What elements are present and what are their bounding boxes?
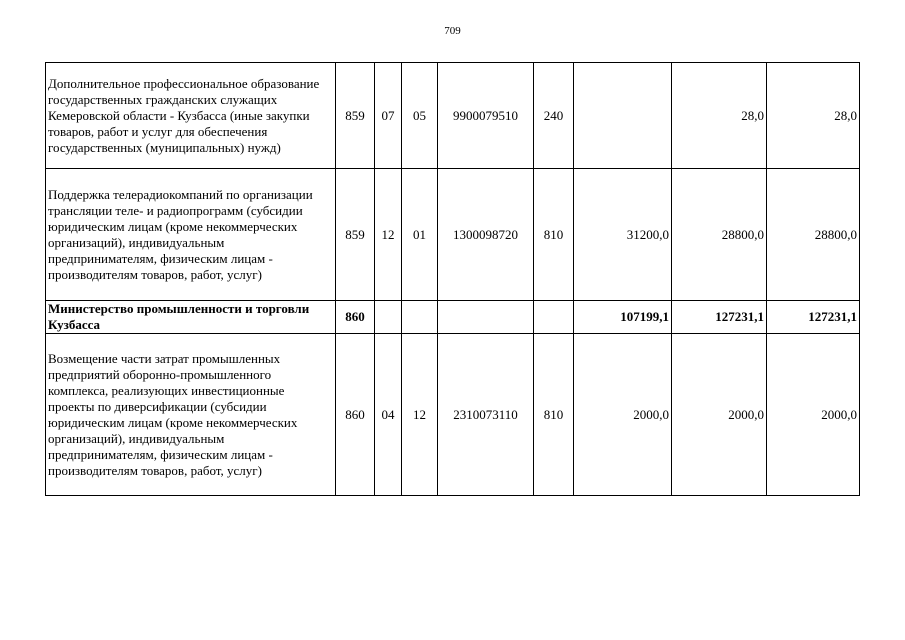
amount-year-1 [574, 63, 672, 169]
amount-year-2: 2000,0 [672, 334, 767, 496]
expense-type-code [534, 301, 574, 334]
expense-type-code: 810 [534, 169, 574, 301]
amount-year-3: 127231,1 [767, 301, 860, 334]
ministry-code: 860 [336, 334, 375, 496]
section-code: 07 [375, 63, 402, 169]
amount-year-1: 31200,0 [574, 169, 672, 301]
row-name: Министерство промышленности и торговли Кузбасса [46, 301, 336, 334]
section-code: 04 [375, 334, 402, 496]
subsection-code: 12 [402, 334, 438, 496]
subsection-code: 01 [402, 169, 438, 301]
section-code [375, 301, 402, 334]
amount-year-2: 28800,0 [672, 169, 767, 301]
table-row [46, 169, 860, 301]
amount-year-1: 107199,1 [574, 301, 672, 334]
subsection-code [402, 301, 438, 334]
row-name: Поддержка телерадиокомпаний по организации трансляции теле- и радиопрограмм (субсидии юридическим лицам (кроме некоммерческих организаций), индивидуальным предпринимателям, физическим лицам - производителям товаров, работ, услуг) [46, 169, 336, 301]
expense-type-code: 240 [534, 63, 574, 169]
target-article-code: 9900079510 [438, 63, 534, 169]
amount-year-3: 2000,0 [767, 334, 860, 496]
table-row-ministry-total [46, 301, 860, 334]
ministry-code: 859 [336, 169, 375, 301]
row-name: Возмещение части затрат промышленных предприятий оборонно-промышленного комплекса, реализующих инвестиционные проекты по диверсификации (субсидии юридическим лицам (кроме некоммерческих организаций), индивидуальным предпринимателям, физическим лицам - производителям товаров, работ, услуг) [46, 334, 336, 496]
page-number: 709 [444, 25, 461, 37]
target-article-code [438, 301, 534, 334]
amount-year-3: 28800,0 [767, 169, 860, 301]
table-row [46, 63, 860, 169]
amount-year-2: 127231,1 [672, 301, 767, 334]
expense-type-code: 810 [534, 334, 574, 496]
target-article-code: 1300098720 [438, 169, 534, 301]
amount-year-2: 28,0 [672, 63, 767, 169]
row-name: Дополнительное профессиональное образование государственных гражданских служащих Кемеровской области - Кузбасса (иные закупки товаров, работ и услуг для обеспечения государственных (муниципальных) нужд) [46, 63, 336, 169]
amount-year-3: 28,0 [767, 63, 860, 169]
budget-table [45, 62, 860, 496]
ministry-code: 860 [336, 301, 375, 334]
section-code: 12 [375, 169, 402, 301]
ministry-code: 859 [336, 63, 375, 169]
table-row [46, 334, 860, 496]
amount-year-1: 2000,0 [574, 334, 672, 496]
subsection-code: 05 [402, 63, 438, 169]
target-article-code: 2310073110 [438, 334, 534, 496]
